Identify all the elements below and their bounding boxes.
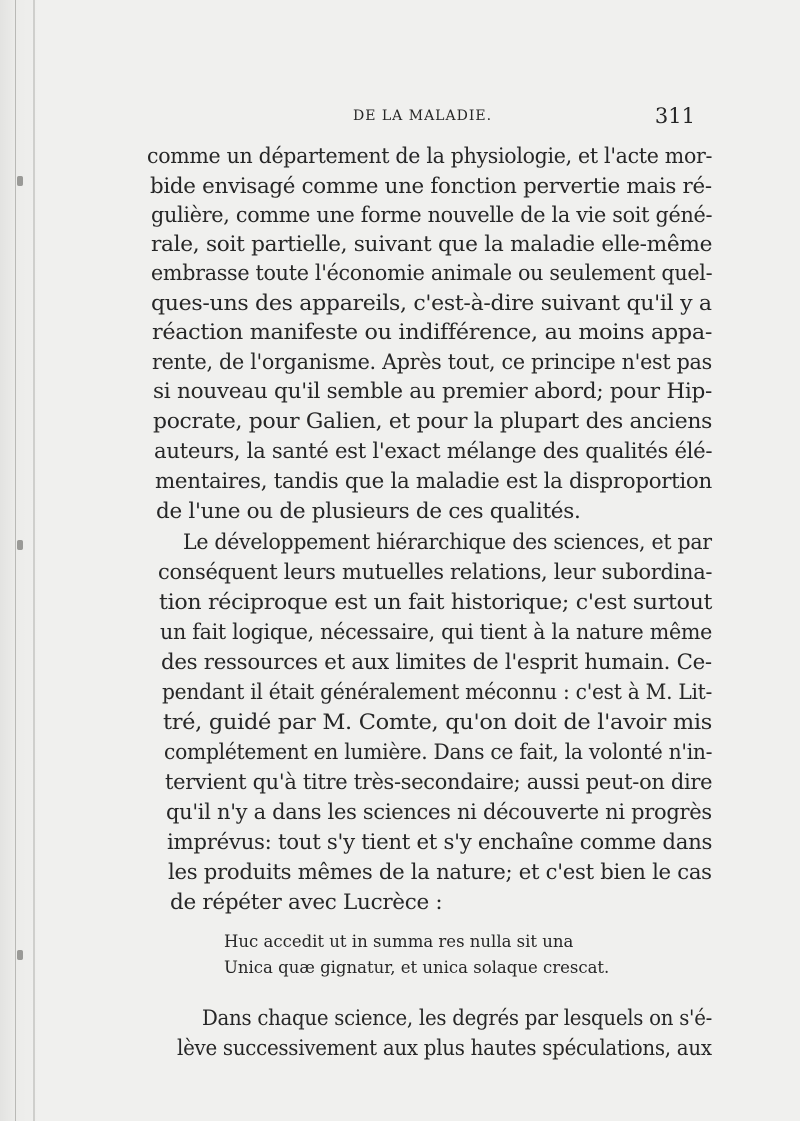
body-line: auteurs, la santé est l'exact mélange des qualités élé- [154, 439, 713, 464]
paragraph-start-line: Dans chaque science, les degrés par lesquels on s'é- [202, 1006, 712, 1031]
body-line: pendant il était généralement méconnu : c'est à M. Lit- [162, 680, 713, 705]
body-line: lève successivement aux plus hautes spéculations, aux [177, 1036, 712, 1061]
body-line: tervient qu'à titre très-secondaire; aussi peut-on dire [165, 770, 713, 795]
body-line: comme un département de la physiologie, et l'acte mor- [147, 144, 713, 169]
body-line: imprévus: tout s'y tient et s'y enchaîne comme dans [167, 830, 713, 855]
body-line: rente, de l'organisme. Après tout, ce principe n'est pas [152, 350, 712, 375]
body-line: mentaires, tandis que la maladie est la disproportion [155, 469, 712, 494]
body-line: gulière, comme une forme nouvelle de la vie soit géné- [151, 203, 713, 228]
body-line: embrasse toute l'économie animale ou seulement quel- [151, 261, 713, 286]
body-line: de répéter avec Lucrèce : [170, 890, 443, 915]
body-line: réaction manifeste ou indifférence, au moins appa- [152, 320, 713, 345]
body-line: pocrate, pour Galien, et pour la plupart des anciens [153, 409, 713, 434]
quote-line: Huc accedit ut in summa res nulla sit una [224, 932, 574, 951]
quote-line: Unica quæ gignatur, et unica solaque crescat. [224, 958, 610, 977]
body-line: de l'une ou de plusieurs de ces qualités. [156, 499, 581, 524]
body-line: des ressources et aux limites de l'esprit humain. Ce- [161, 650, 712, 675]
body-line: si nouveau qu'il semble au premier abord; pour Hip- [153, 379, 713, 404]
running-head: DE LA MALADIE. [352, 108, 493, 124]
body-line: un fait logique, nécessaire, qui tient à la nature même [160, 620, 713, 645]
body-line: complétement en lumière. Dans ce fait, la volonté n'in- [164, 740, 713, 765]
body-line: ques-uns des appareils, c'est-à-dire suivant qu'il y a [151, 291, 712, 316]
paragraph-start-line: Le développement hiérarchique des sciences, et par [183, 530, 712, 555]
body-line: qu'il n'y a dans les sciences ni découverte ni progrès [166, 800, 712, 825]
body-line: bide envisagé comme une fonction pervertie mais ré- [150, 174, 712, 199]
body-line: tion réciproque est un fait historique; c'est surtout [159, 590, 713, 615]
body-line: conséquent leurs mutuelles relations, leur subordina- [158, 560, 713, 585]
body-line: rale, soit partielle, suivant que la maladie elle-même [151, 232, 713, 257]
body-line: tré, guidé par M. Comte, qu'on doit de l'avoir mis [163, 710, 712, 735]
page-number: 311 [654, 104, 695, 128]
body-line: les produits mêmes de la nature; et c'est bien le cas [168, 860, 712, 885]
